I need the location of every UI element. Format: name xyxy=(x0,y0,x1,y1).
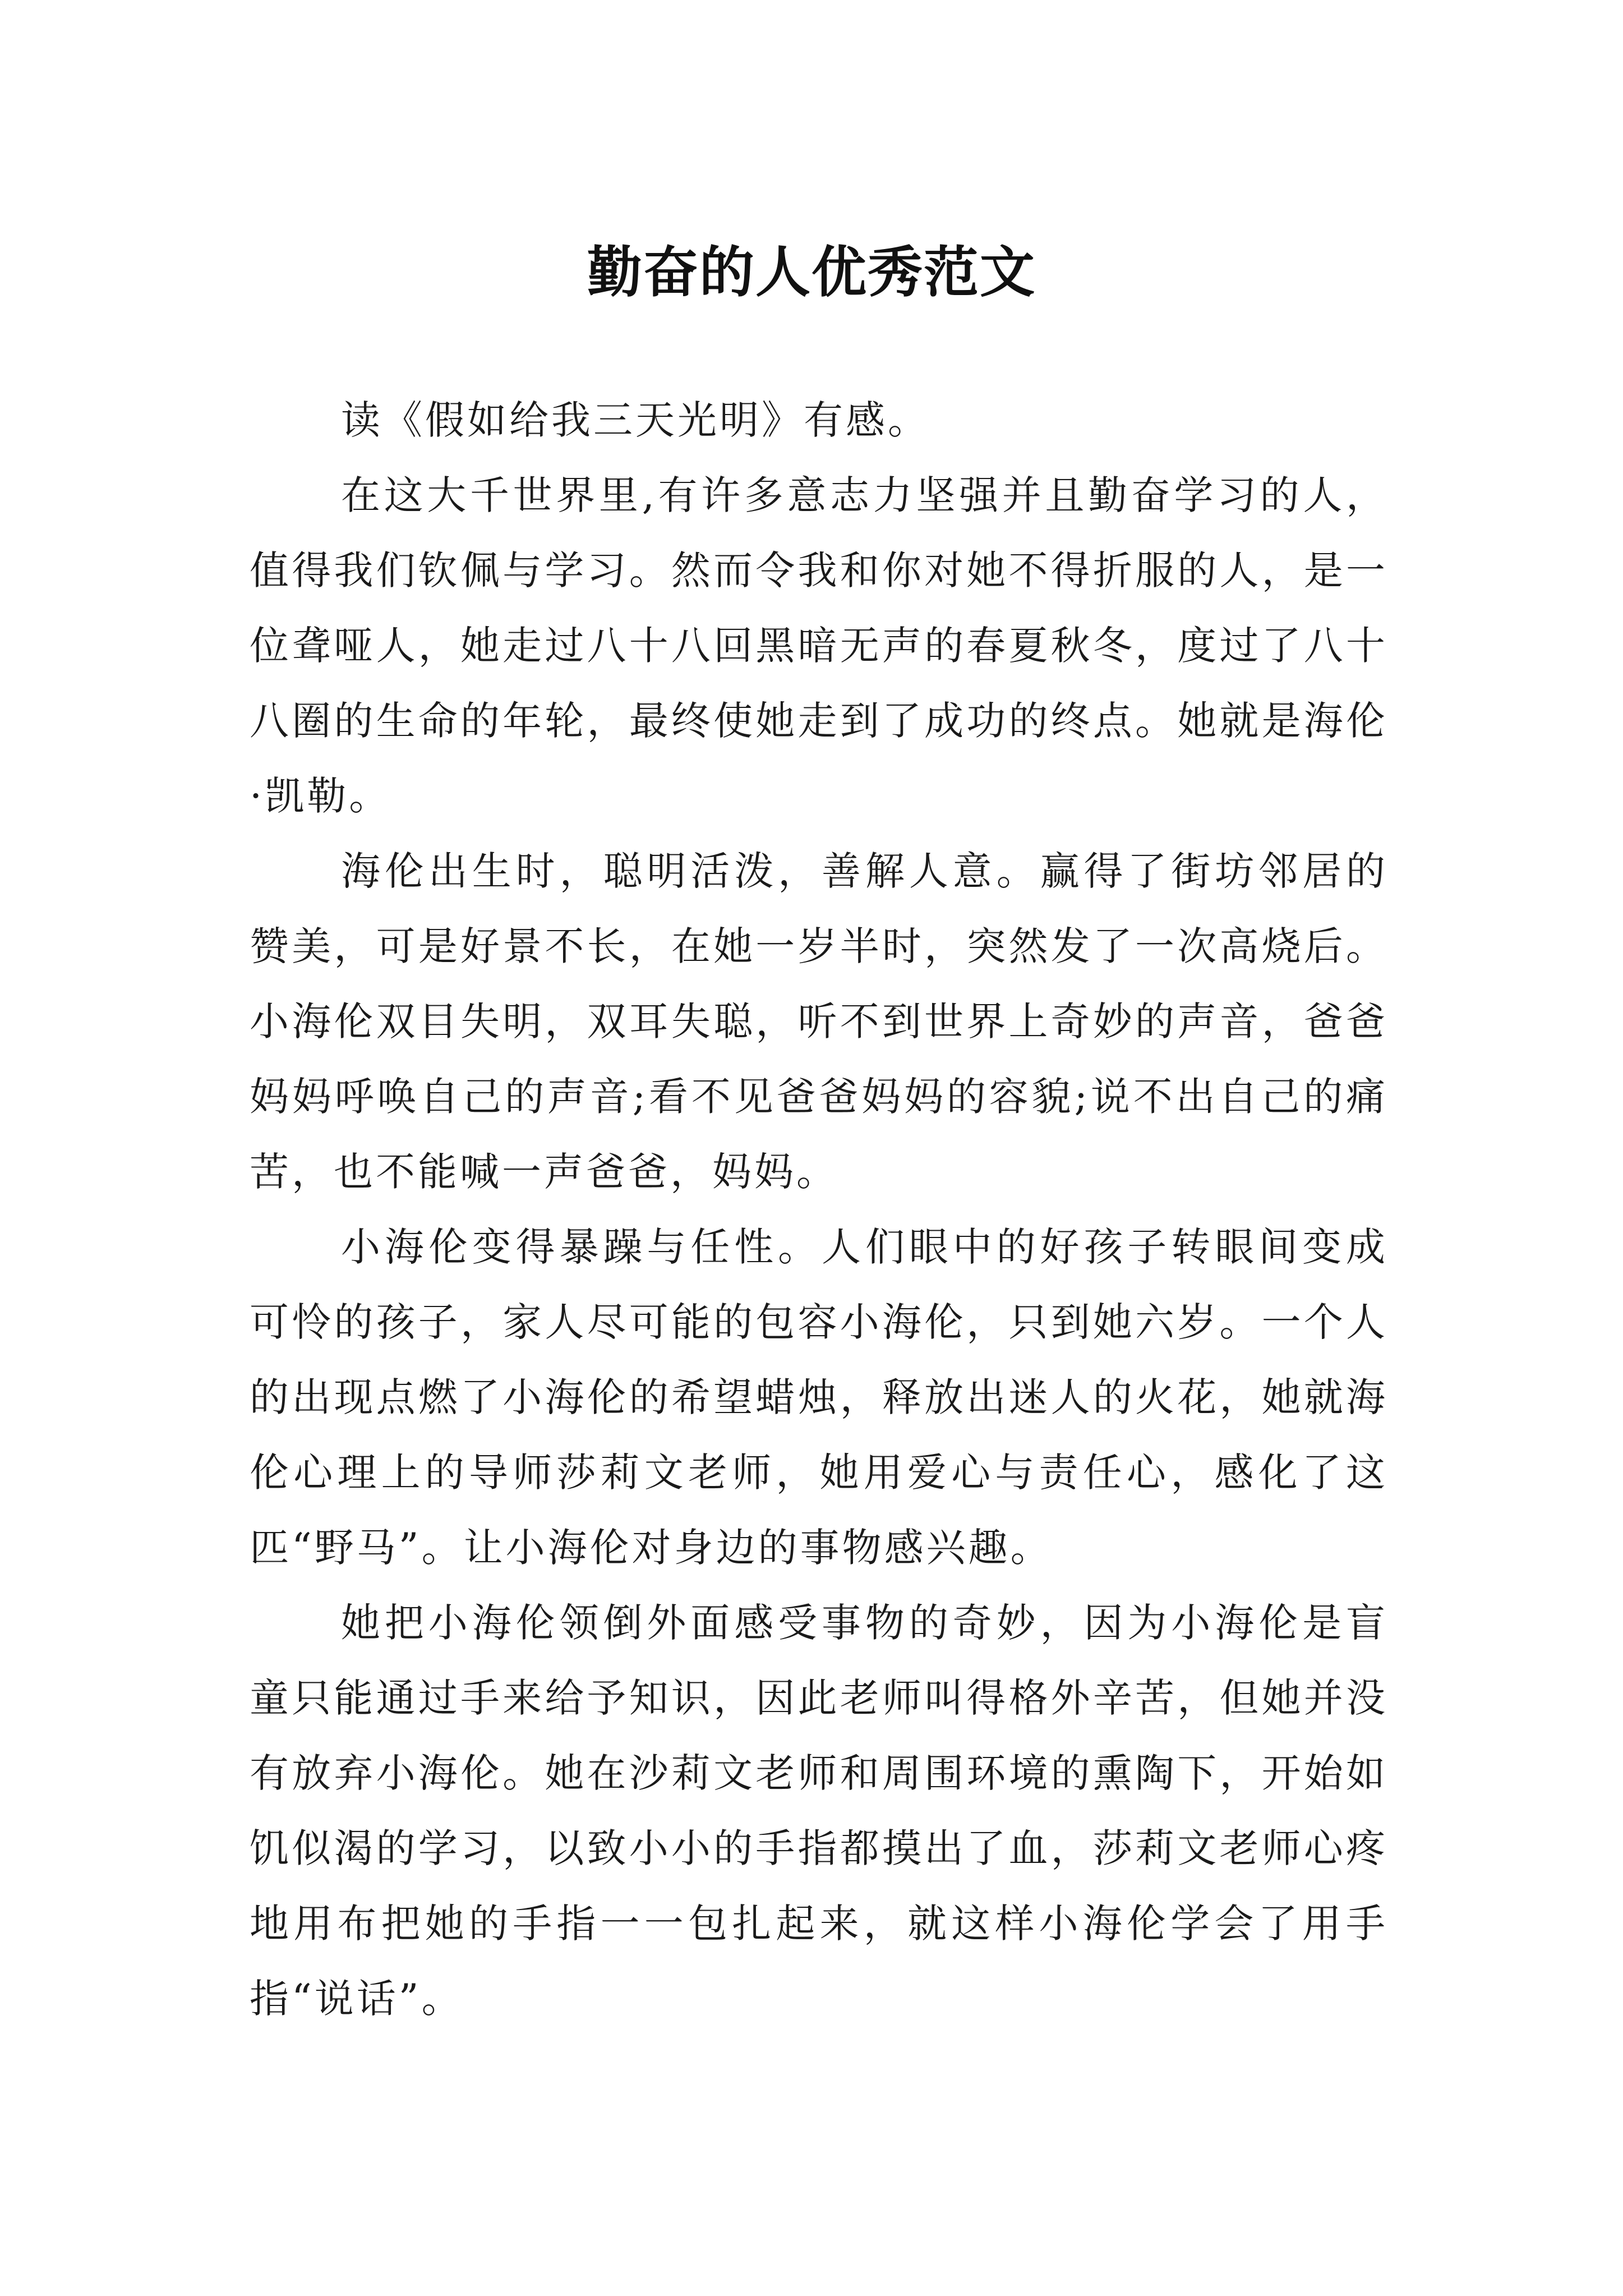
document-title: 勤奋的人优秀范文 xyxy=(587,240,1036,305)
paragraph-subtitle: 读《假如给我三天光明》有感。 xyxy=(341,397,930,443)
paragraph-teacher: 小海伦变得暴躁与任性。人们眼中的好孩子转眼间变成可怜的孩子，家人尽可能的包容小海伦，只到她六岁。一个人的出现点燃了小海伦的希望蜡烛，释放出迷人的火花，她就海伦心理上的导师莎莉文老师，她用爱心与责任心，感化了这匹“野马”。让小海伦对身边的事物感兴趣。 xyxy=(250,1224,1388,1571)
document-body xyxy=(250,383,1388,2036)
paragraph-childhood: 海伦出生时，聪明活泼，善解人意。赢得了街坊邻居的赞美，可是好景不长，在她一岁半时，突然发了一次高烧后。小海伦双目失明，双耳失聪，听不到世界上奇妙的声音，爸爸妈妈呼唤自己的声音;看不见爸爸妈妈的容貌;说不出自己的痛苦，也不能喊一声爸爸，妈妈。 xyxy=(250,848,1388,1195)
paragraph-intro: 在这大千世界里,有许多意志力坚强并且勤奋学习的人，值得我们钦佩与学习。然而令我和你对她不得折服的人，是一位聋哑人，她走过八十八回黑暗无声的春夏秋冬，度过了八十八圈的生命的年轮，最终使她走到了成功的终点。她就是海伦·凯勒。 xyxy=(250,472,1388,819)
paragraph-learning: 她把小海伦领倒外面感受事物的奇妙，因为小海伦是盲童只能通过手来给予知识，因此老师叫得格外辛苦，但她并没有放弃小海伦。她在沙莉文老师和周围环境的熏陶下，开始如饥似渴的学习，以致小小的手指都摸出了血，莎莉文老师心疼地用布把她的手指一一包扎起来，就这样小海伦学会了用手指“说话”。 xyxy=(250,1600,1388,2022)
